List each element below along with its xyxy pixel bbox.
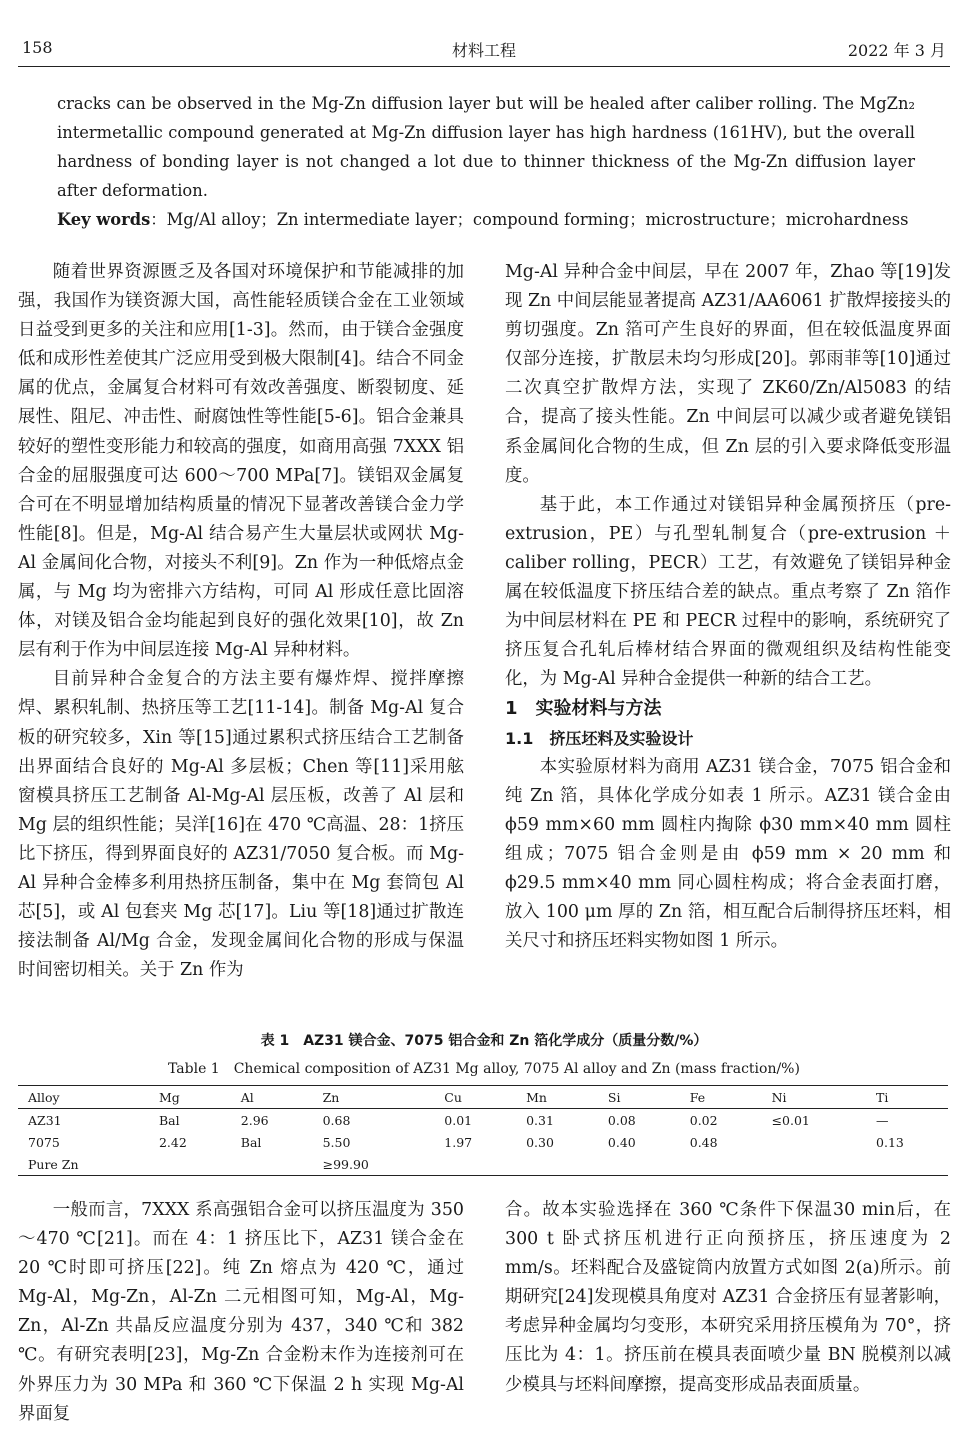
paragraph: 合。故本实验选择在 360 ℃条件下保温30 min后，在 300 t 卧式挤压机进行正向预挤压，挤压速度为 2 mm/s。坯料配合及盛锭筒内放置方式如图 2(a)所示。前期研究[24]发现模具角度对 AZ31 合金挤压有显著影响，考虑异种金属均匀变形，本研究采用挤压模角为 70°，挤压比为 4：1。挤压前在模具表面喷少量 BN 脱模剂以减少模具与坯料间摩擦，提高变形成品表面质量。 (505, 1200, 951, 1395)
keywords (57, 205, 915, 234)
right-column (505, 258, 951, 956)
table-cell: 0.13 (876, 1134, 904, 1150)
table-cell: 0.01 (444, 1112, 473, 1128)
header-cell: Mn (526, 1089, 547, 1105)
table-cell: 0.02 (689, 1112, 718, 1128)
paragraph: Mg-Al 异种合金中间层，早在 2007 年，Zhao 等[19]发现 Zn 中间层能显著提高 AZ31/AA6061 扩散焊接接头的剪切强度。Zn 箔可产生良好的界面，但在较低温度界面仅部分连接，扩散层未均匀形成[20]。郭雨菲等[10]通过二次真空扩散焊方法，实现了 ZK60/Zn/Al5083 的结合，提高了接头性能。Zn 中间层可以减少或者避免镁铝系金属间化合物的生成，但 Zn 层的引入要求降低变形温度。 (505, 262, 951, 486)
bottom-left-column (18, 1196, 464, 1429)
composition-table (18, 1085, 948, 1176)
table-cell (762, 1153, 866, 1176)
table-cell: 2.96 (240, 1112, 269, 1128)
table-cell: 0.48 (689, 1134, 718, 1150)
header-cell: Ni (771, 1089, 787, 1105)
keywords-label: Key words (57, 210, 151, 229)
header-cell: Zn (322, 1089, 340, 1105)
table-cell: 0.68 (322, 1112, 351, 1128)
header-cell: Si (607, 1089, 621, 1105)
issue-date: 2022 年 3 月 (847, 41, 946, 60)
abstract-text: cracks can be observed in the Mg-Zn diffusion layer but will be healed after caliber rolling. The MgZn₂ intermetallic compound generated at Mg-Zn diffusion layer has high hardness (161HV), but the overall hardness of bonding layer is not changed a lot due to thinner thickness of the Mg-Zn diffusion layer after deformation. (57, 94, 915, 200)
header-cell: Alloy (28, 1089, 60, 1105)
paragraph: 目前异种合金复合的方法主要有爆炸焊、搅拌摩擦焊、累积轧制、热挤压等工艺[11-14]。制备 Mg-Al 复合板的研究较多，Xin 等[15]通过累积式挤压结合工艺制备出界面结合良好的 Mg-Al 多层板；Chen 等[11]采用舷窗模具挤压工艺制备 Al-Mg-Al 层压板，改善了 Al 层和 Mg 层的组织性能；吴洋[16]在 470 ℃高温、28：1挤压比下挤压，得到界面良好的 AZ31/7050 复合板。而 Mg-Al 异种合金棒多利用热挤压制备，集中在 Mg 套筒包 Al 芯[5]，或 Al 包套夹 Mg 芯[17]。Liu 等[18]通过扩散连接法制备 Al/Mg 合金，发现金属间化合物的形成与保温时间密切相关。关于 Zn 作为 (18, 669, 464, 981)
paragraph: 基于此，本工作通过对镁铝异种金属预挤压（pre-extrusion，PE）与孔型轧制复合（pre-extrusion ＋ caliber rolling，PECR）工艺，有效避免了镁铝异种金属在较低温度下挤压结合差的缺点。重点考察了 Zn 箔作为中间层材料在 PE 和 PECR 过程中的影响，系统研究了挤压复合孔轧后棒材结合界面的微观组织及结构性能变化，为 Mg-Al 异种合金提供一种新的结合工艺。 (505, 494, 951, 690)
table-header-row (18, 1086, 948, 1109)
table-cell: ≥99.90 (322, 1156, 369, 1172)
table-cell (149, 1153, 231, 1176)
table-cell (434, 1153, 516, 1176)
paragraph: 本实验原材料为商用 AZ31 镁合金，7075 铝合金和纯 Zn 箔，具体化学成分如表 1 所示。AZ31 镁合金由 ϕ59 mm×60 mm 圆柱内掏除 ϕ30 mm×40 mm 圆柱组成；7075 铝合金则是由 ϕ59 mm × 20 mm 和 ϕ29.5 mm×40 mm 同心圆柱构成；将合金表面打磨，放入 100 μm 厚的 Zn 箔，相互配合后制得挤压坯料，相关尺寸和挤压坯料实物如图 1 所示。 (505, 756, 951, 952)
table-cell (598, 1153, 680, 1176)
header-cell: Ti (876, 1089, 889, 1105)
table-caption-en: Table 1 Chemical composition of AZ31 Mg alloy, 7075 Al alloy and Zn (mass fraction/%) (168, 1061, 800, 1077)
keywords-list: ：Mg/Al alloy；Zn intermediate layer；compound forming；microstructure；microhardness (150, 210, 909, 229)
table-cell: ≤0.01 (771, 1112, 810, 1128)
table-cell: 0.31 (526, 1112, 554, 1128)
table-cell (680, 1153, 762, 1176)
table-cell: 0.08 (607, 1112, 636, 1128)
table-cell: Pure Zn (28, 1156, 79, 1172)
table-cell: Bal (158, 1112, 180, 1128)
table-cell: 0.30 (526, 1134, 554, 1150)
table-cell (516, 1153, 598, 1176)
page-number: 158 (22, 38, 53, 57)
section-heading: 1 实验材料与方法 (505, 698, 662, 720)
table-cell: AZ31 (28, 1112, 62, 1128)
table-cell: — (876, 1112, 889, 1128)
table-row (18, 1131, 948, 1153)
table-row (18, 1153, 948, 1176)
table-cell: 7075 (28, 1134, 60, 1150)
paragraph: 一般而言，7XXX 系高强铝合金可以挤压温度为 350～470 ℃[21]。而在 4：1 挤压比下，AZ31 镁合金在 20 ℃时即可挤压[22]。纯 Zn 熔点为 420 ℃，通过 Mg-Al，Mg-Zn，Al-Zn 二元相图可知，Mg-Al，Mg-Zn，Al-Zn 共晶反应温度分别为 437，340 ℃和 382 ℃。有研究表明[23]，Mg-Zn 合金粉末作为连接剂可在外界压力为 30 MPa 和 360 ℃下保温 2 h 实现 Mg-Al 界面复 (18, 1200, 464, 1424)
table-cell: 1.97 (444, 1134, 473, 1150)
left-column (18, 258, 464, 985)
bottom-right-column (505, 1196, 951, 1400)
abstract (57, 89, 915, 234)
table-row (18, 1109, 948, 1132)
table-cell (866, 1153, 948, 1176)
header-cell: Mg (158, 1089, 180, 1105)
table-cell: 2.42 (158, 1134, 187, 1150)
table-cell (231, 1153, 313, 1176)
table-cell: 5.50 (322, 1134, 351, 1150)
subsection-heading: 1.1 挤压坯料及实验设计 (505, 728, 694, 748)
table-cell (762, 1131, 866, 1153)
table-cell: 0.40 (607, 1134, 636, 1150)
header-cell: Fe (689, 1089, 706, 1105)
header-rule (18, 66, 950, 67)
table-caption-cn: 表 1 AZ31 镁合金、7075 铝合金和 Zn 箔化学成分（质量分数/%） (260, 1033, 708, 1049)
page-header (18, 38, 950, 62)
table-cell: Bal (240, 1134, 262, 1150)
journal-name: 材料工程 (451, 41, 516, 60)
header-cell: Al (240, 1089, 254, 1105)
paragraph: 随着世界资源匮乏及各国对环境保护和节能减排的加强，我国作为镁资源大国，高性能轻质镁合金在工业领域日益受到更多的关注和应用[1-3]。然而，由于镁合金强度低和成形性差使其广泛应用受到极大限制[4]。结合不同金属的优点，金属复合材料可有效改善强度、断裂韧度、延展性、阻尼、冲击性、耐腐蚀性等性能[5-6]。铝合金兼具较好的塑性变形能力和较高的强度，如商用高强 7XXX 铝合金的屈服强度可达 600～700 MPa[7]。镁铝双金属复合可在不明显增加结构质量的情况下显著改善镁合金力学性能[8]。但是，Mg-Al 结合易产生大量层状或网状 Mg-Al 金属间化合物，对接头不利[9]。Zn 作为一种低熔点金属，与 Mg 均为密排六方结构，可同 Al 形成任意比固溶体，对镁及铝合金均能起到良好的强化效果[10]，故 Zn 层有利于作为中间层连接 Mg-Al 异种材料。 (18, 262, 464, 661)
header-cell: Cu (444, 1089, 462, 1105)
